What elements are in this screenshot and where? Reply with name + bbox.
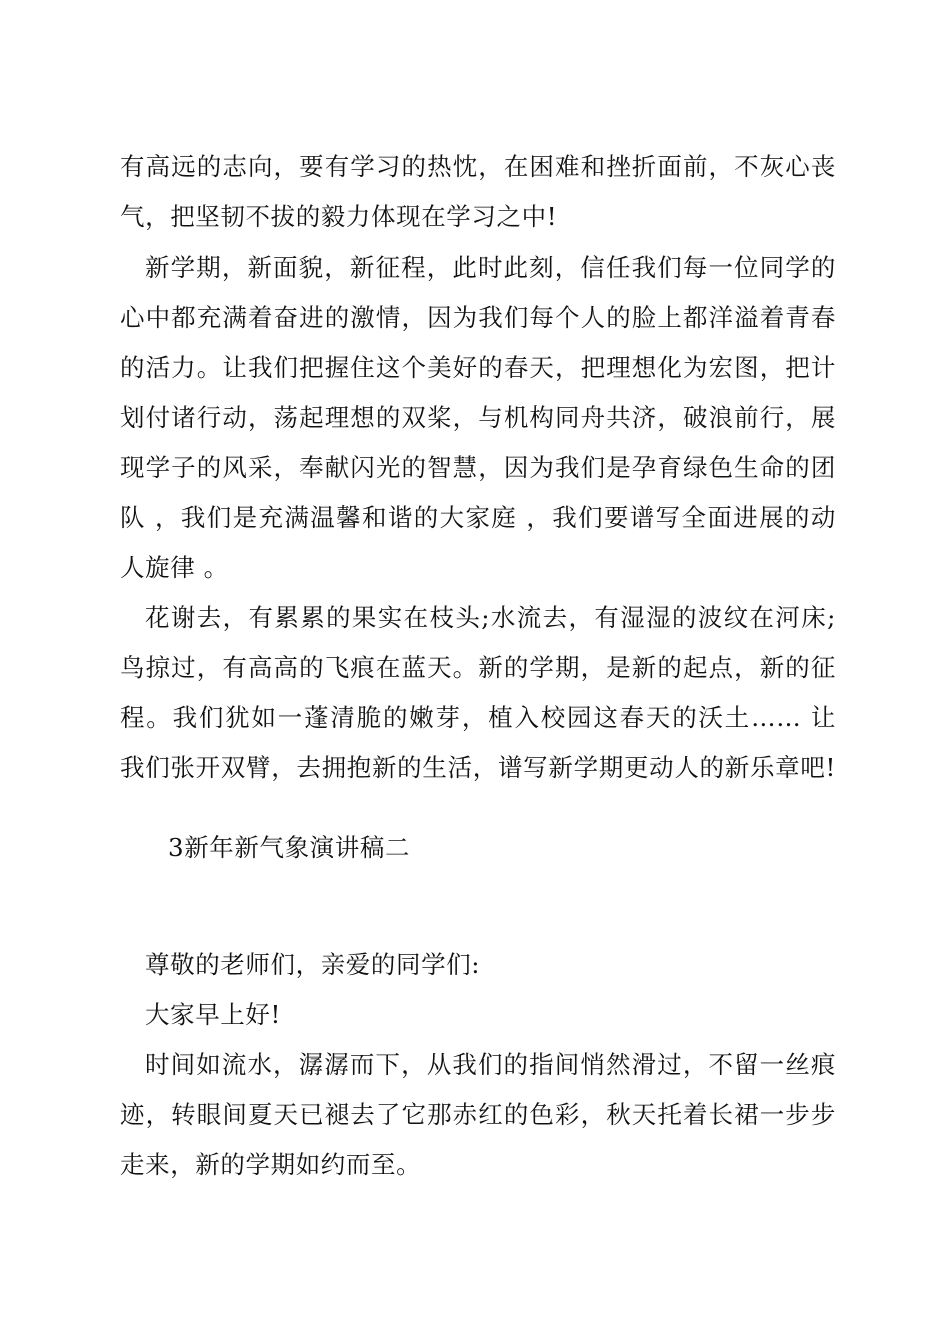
- text-line: 的活力。让我们把握住这个美好的春天，把理想化为宏图，把计: [120, 353, 836, 382]
- section-title: 3新年新气象演讲稿二: [168, 833, 411, 862]
- text-line: 迹，转眼间夏天已褪去了它那赤红的色彩，秋天托着长裙一步步: [120, 1100, 836, 1129]
- text-line: 程。我们犹如一蓬清脆的嫩芽，植入校园这春天的沃土…… 让: [120, 703, 836, 732]
- morning-greeting-line: 大家早上好!: [145, 1000, 281, 1029]
- text-line: 有高远的志向，要有学习的热忱，在困难和挫折面前，不灰心丧: [120, 152, 836, 181]
- text-line: 人旋律 。: [120, 553, 229, 582]
- text-line: 现学子的风采，奉献闪光的智慧，因为我们是孕育绿色生命的团: [120, 453, 836, 482]
- text-line: 队 ，我们是充满温馨和谐的大家庭 ，我们要谱写全面进展的动: [120, 503, 836, 532]
- paragraph-start-line: 新学期，新面貌，新征程，此时此刻，信任我们每一位同学的: [145, 253, 836, 282]
- paragraph-start-line: 花谢去，有累累的果实在枝头;水流去，有湿湿的波纹在河床;: [145, 603, 836, 632]
- text-line: 划付诸行动，荡起理想的双桨，与机构同舟共济，破浪前行，展: [120, 403, 836, 432]
- text-line: 气，把坚韧不拔的毅力体现在学习之中!: [120, 202, 558, 231]
- text-line: 鸟掠过，有高高的飞痕在蓝天。新的学期，是新的起点，新的征: [120, 653, 836, 682]
- text-line: 心中都充满着奋进的激情，因为我们每个人的脸上都洋溢着青春: [120, 303, 836, 332]
- text-line: 走来，新的学期如约而至。: [120, 1150, 422, 1179]
- greeting-line: 尊敬的老师们，亲爱的同学们:: [145, 950, 481, 979]
- paragraph-start-line: 时间如流水，潺潺而下，从我们的指间悄然滑过，不留一丝痕: [145, 1050, 836, 1079]
- text-line: 我们张开双臂，去拥抱新的生活，谱写新学期更动人的新乐章吧!: [120, 753, 836, 782]
